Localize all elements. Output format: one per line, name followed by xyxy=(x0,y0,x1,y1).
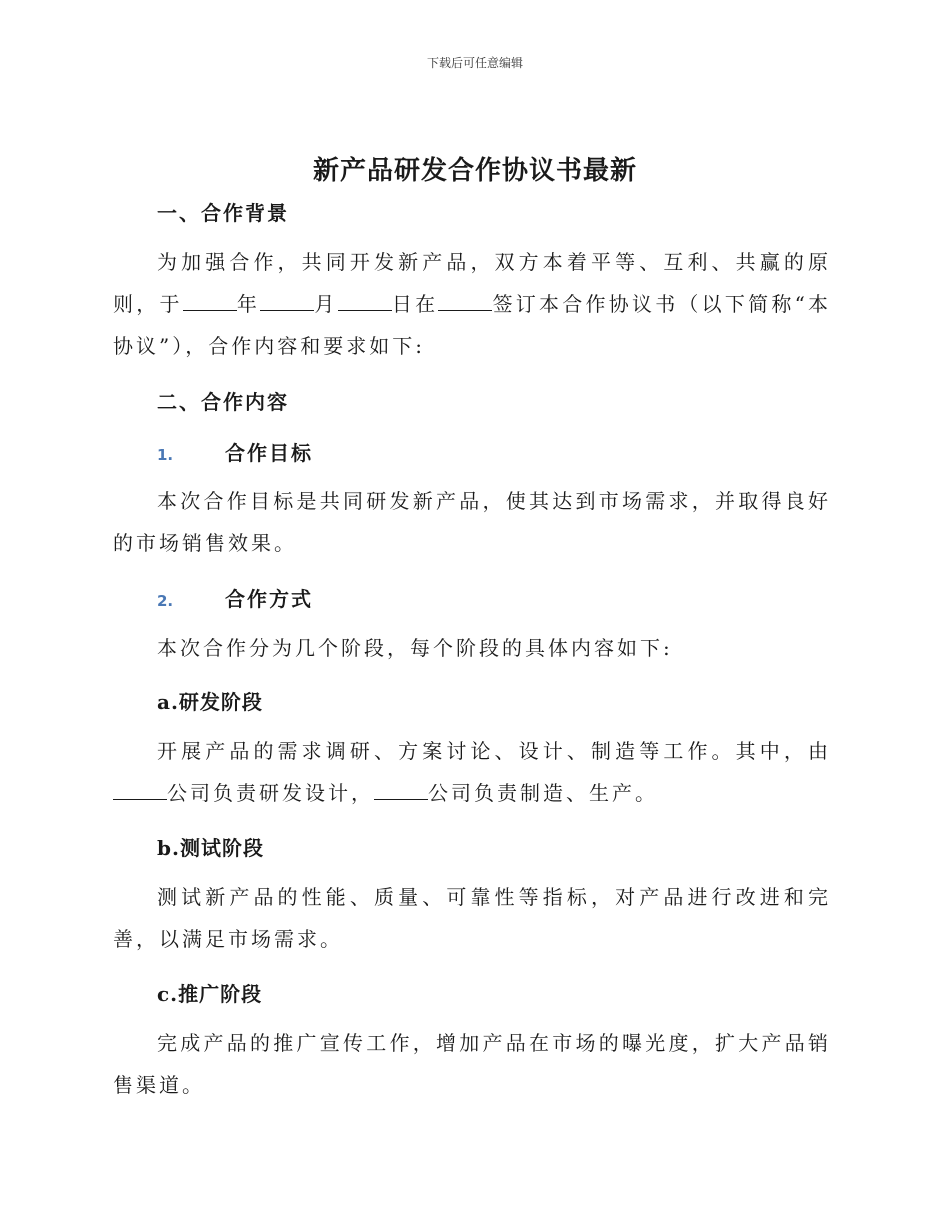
blank-day[interactable] xyxy=(338,290,392,311)
stage-a-heading: a.研发阶段 xyxy=(157,690,263,714)
section-1-paragraph xyxy=(113,241,831,367)
stage-a-text-2: 公司负责研发设计， xyxy=(167,781,374,805)
para-text: 为加强合作，共同开发新产品，双方本着平等、互利、共赢的原则，于 xyxy=(113,250,831,316)
item-2-number: 2. xyxy=(157,592,174,610)
stage-a-paragraph xyxy=(113,730,831,814)
stage-a-text-3: 公司负责制造、生产。 xyxy=(428,781,658,805)
month-label: 月 xyxy=(314,292,338,316)
stage-b-paragraph: 测试新产品的性能、质量、可靠性等指标，对产品进行改进和完善，以满足市场需求。 xyxy=(113,885,831,951)
item-2-heading xyxy=(157,583,875,612)
para-text-b: 签订本合作协议书（以下简称“本协 xyxy=(113,292,832,358)
blank-month[interactable] xyxy=(260,290,314,311)
item-2-paragraph: 本次合作分为几个阶段，每个阶段的具体内容如下: xyxy=(157,636,673,660)
header-note: 下载后可任意编辑 xyxy=(426,56,523,70)
stage-c-paragraph: 完成产品的推广宣传工作，增加产品在市场的曝光度，扩大产品销售渠道。 xyxy=(113,1031,831,1097)
section-1-heading: 一、合作背景 xyxy=(157,201,289,225)
year-label: 年 xyxy=(236,292,261,316)
stage-b-heading: b.测试阶段 xyxy=(157,836,264,860)
item-2-label: 合作方式 xyxy=(225,587,313,611)
stage-c-heading: c.推广阶段 xyxy=(157,982,263,1006)
blank-place[interactable] xyxy=(438,290,492,311)
item-1-heading xyxy=(157,437,875,466)
blank-company-1[interactable] xyxy=(113,779,167,800)
item-1-number: 1. xyxy=(157,446,174,464)
blank-year[interactable] xyxy=(183,290,237,311)
blank-company-2[interactable] xyxy=(374,779,428,800)
document-title: 新产品研发合作协议书最新 xyxy=(312,156,637,186)
item-1-paragraph: 本次合作目标是共同研发新产品，使其达到市场需求，并取得良好的市场销售效果。 xyxy=(113,489,831,555)
para-text-c: 议”），合作内容和要求如下: xyxy=(136,334,425,358)
day-at-label: 日在 xyxy=(391,292,439,316)
stage-a-text-1: 开展产品的需求调研、方案讨论、设计、制造等工作。其中，由 xyxy=(157,739,831,763)
item-1-label: 合作目标 xyxy=(225,441,313,465)
section-2-heading: 二、合作内容 xyxy=(157,390,289,414)
